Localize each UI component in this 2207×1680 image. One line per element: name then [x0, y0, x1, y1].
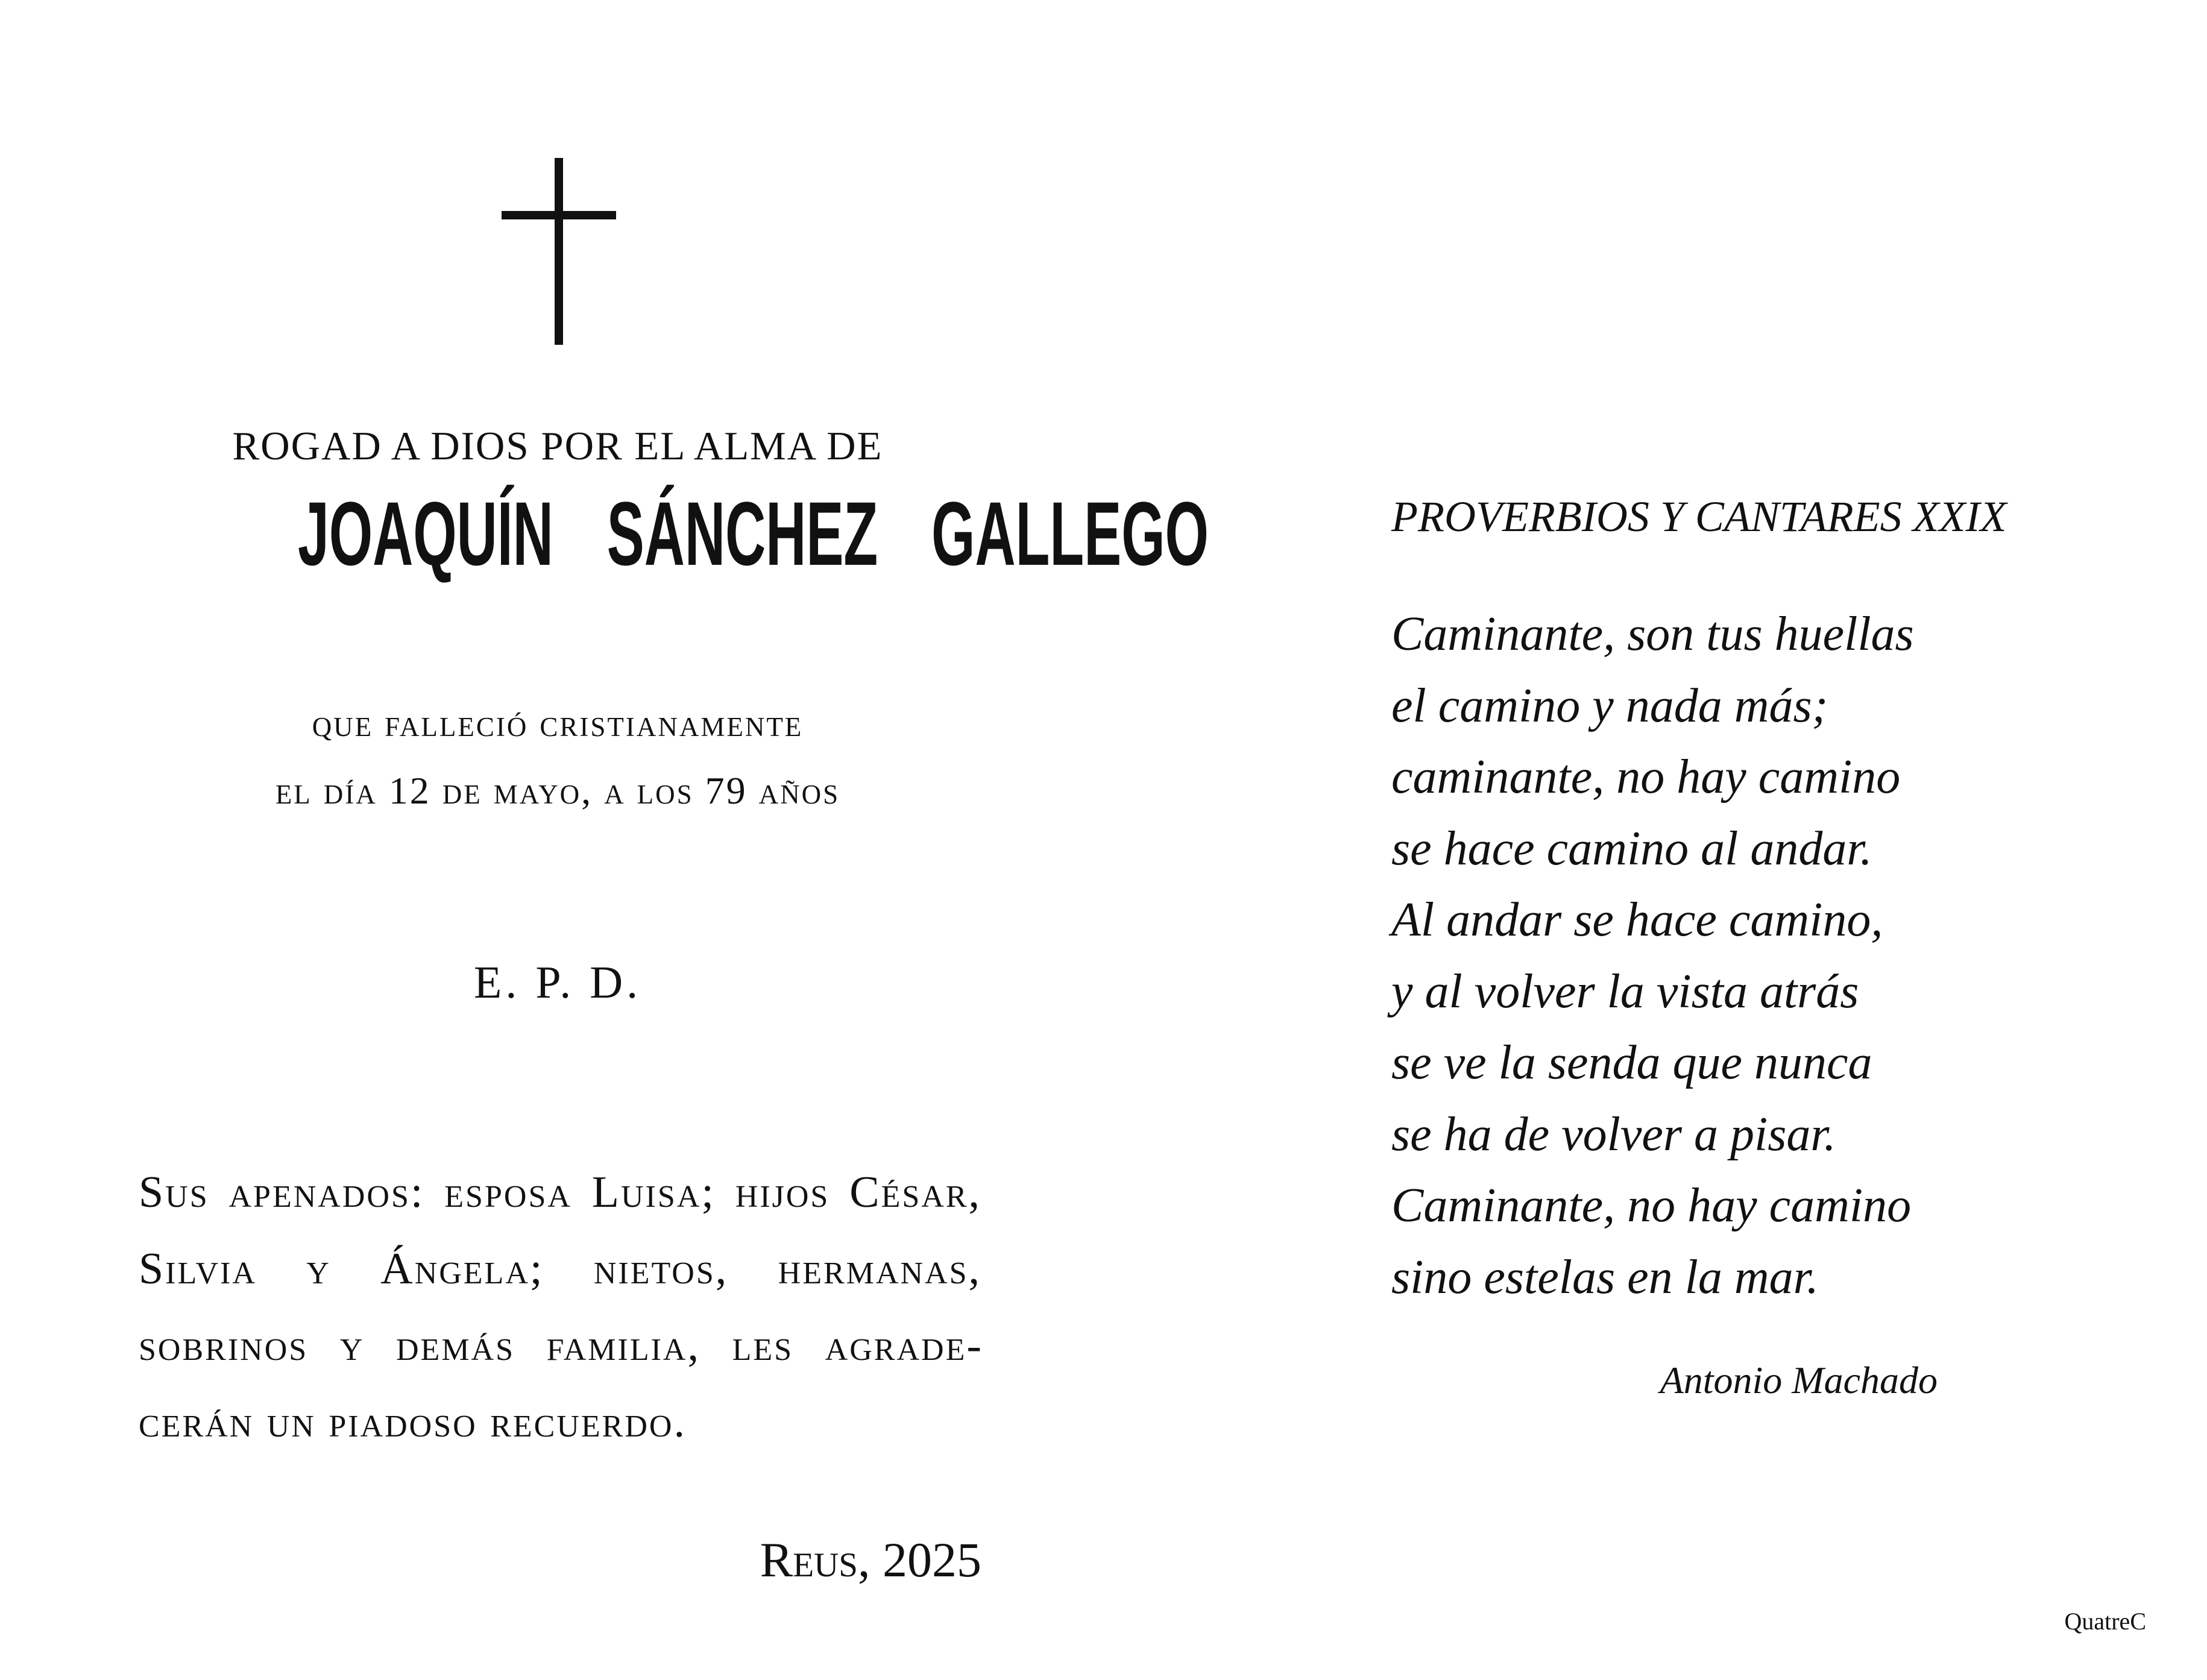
poem-verses [1391, 599, 2085, 1313]
epd-text: E. P. D. [473, 957, 642, 1008]
poem-title: PROVERBIOS Y CANTARES XXIX [1391, 492, 2007, 541]
cross-horizontal-bar [502, 211, 616, 219]
death-notice-line-2: el día 12 de mayo, a los 79 años [275, 769, 840, 812]
pray-heading: ROGAD A DIOS POR EL ALMA DE [232, 424, 883, 468]
deceased-name: JOAQUÍN SÁNCHEZ GALLEGO [298, 483, 1209, 584]
poem-line: Caminante, no hay camino [1391, 1179, 1912, 1232]
poem-line: y al volver la vista atrás [1391, 964, 1859, 1018]
poem-line: se hace camino al andar. [1391, 822, 1872, 875]
poem-line: se ve la senda que nunca [1391, 1036, 1872, 1089]
family-paragraph: Sus apenados: esposa Luisa; hijos César, Silvia y Ángela; nietos, hermanas, sobrinos y demás familia, les agradecerán un piadoso recuerdo. [139, 1168, 981, 1447]
death-notice-line-1: que falleció cristianamente [312, 702, 804, 744]
poem-line: se ha de volver a pisar. [1391, 1107, 1836, 1161]
poem-line: Al andar se hace camino, [1391, 893, 1883, 946]
poem-line: Caminante, son tus huellas [1391, 608, 1914, 661]
brand-mark: QuatreC [2064, 1608, 2146, 1635]
cross-vertical-bar [555, 158, 563, 345]
place-date: Reus, 2025 [760, 1532, 981, 1587]
poem-line: sino estelas en la mar. [1391, 1250, 1819, 1304]
poem-author: Antonio Machado [1660, 1359, 1938, 1402]
poem-line: caminante, no hay camino [1391, 750, 1901, 804]
poem-line: el camino y nada más; [1391, 679, 1828, 732]
